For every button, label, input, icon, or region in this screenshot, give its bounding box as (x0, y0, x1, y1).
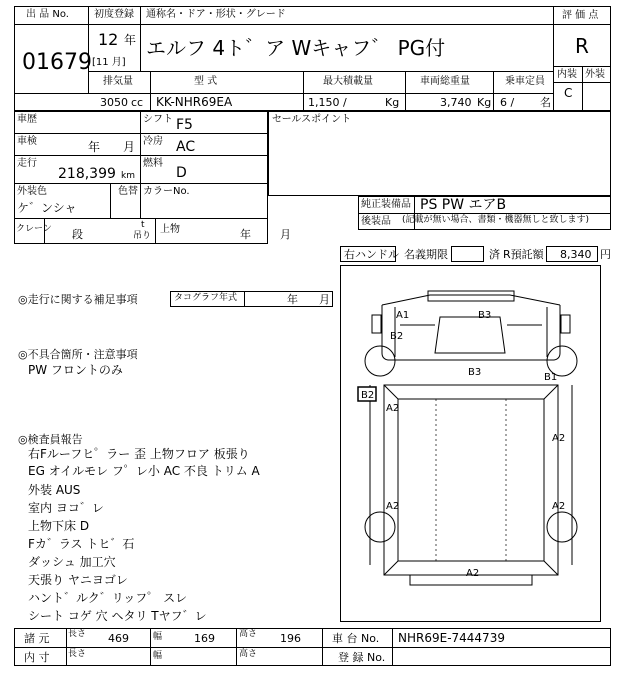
color-change-label: 色替 (118, 186, 138, 197)
ac-label: 冷房 (143, 136, 163, 147)
crane-ton: t (141, 220, 145, 230)
width-label-2: 幅 (153, 651, 163, 661)
shift-label: シフト (143, 114, 173, 125)
deck-label: 上物 (160, 224, 180, 235)
sales-point-label: セールスポイント (272, 114, 352, 125)
crane-label: クレーン (16, 224, 52, 234)
interior-label: 内装 (557, 69, 577, 80)
displacement: 3050 (100, 96, 128, 109)
tacho-month: 月 (319, 293, 330, 306)
length: 469 (108, 632, 129, 645)
capacity-label: 乗車定員 (505, 76, 545, 87)
recycle-amount: 8,340 (560, 248, 592, 261)
fuel-value: D (176, 165, 187, 181)
capacity-unit: 名 (540, 96, 551, 109)
deck-month: 月 (280, 228, 291, 241)
mark-a1: A1 (396, 310, 410, 321)
inspection-year: 年 (88, 140, 101, 154)
first-reg-label: 初度登録 (94, 9, 134, 20)
mark-a2-right-front: A2 (552, 433, 566, 444)
mileage-label: 走行 (17, 158, 37, 169)
model-name: エルフ 4ト゛ア Wキャフ゛ PG付 (146, 36, 446, 60)
length-label-2: 長さ (68, 649, 87, 659)
defect-title: ◎不具合箇所・注意事項 (18, 348, 138, 361)
displacement-unit: cc (131, 96, 144, 109)
model-code-label: 型 式 (194, 76, 218, 87)
reg-year: 12 (98, 30, 119, 49)
inspector-line: 右Fルーフヒ゜ラー 歪 上物フロア 板張り (28, 447, 250, 461)
displacement-label: 排気量 (103, 76, 133, 87)
color-value: ケ゛ンシャ (17, 201, 77, 215)
height: 196 (280, 632, 301, 645)
inspector-line: 外装 AUS (28, 483, 81, 497)
max-load-label: 最大積載量 (323, 76, 373, 87)
aftermarket-note: (記載が無い場合、書類・機器無しと致します) (402, 215, 590, 225)
aftermarket-label: 後装品 (361, 216, 391, 227)
gross-weight: 3,740 (440, 96, 472, 109)
height-label: 高さ (239, 629, 258, 639)
tacho-label: タコグラフ年式 (174, 293, 238, 303)
reg-year-unit: 年 (124, 33, 137, 47)
exterior-label: 外装 (585, 69, 605, 80)
inspector-line: ダッシュ 加工穴 (28, 555, 116, 569)
interior-grade: C (564, 86, 573, 100)
max-load-unit: Kg (385, 96, 400, 109)
mark-a2-left-front: A2 (386, 403, 400, 414)
inspector-line: ハント゛ルク゛リッフ゜ スレ (28, 591, 188, 605)
height-label-2: 高さ (239, 649, 258, 659)
lot-no-label: 出 品 No. (26, 9, 69, 20)
inspector-line: 上物下床 D (28, 519, 90, 533)
mileage-unit: km (121, 171, 135, 181)
inspector-line: EG オイルモレ フ゜レ小 AC 不良 トリム A (28, 464, 260, 478)
mark-b1: B1 (544, 372, 558, 383)
max-load: 1,150 / (308, 96, 347, 109)
crane-hang: 吊り (133, 231, 152, 241)
color-label: 外装色 (17, 186, 47, 197)
capacity: 6 / (500, 96, 515, 109)
name-change-label: 名義期限 (404, 248, 448, 261)
inspection-month: 月 (123, 140, 136, 154)
chassis-label: 車 台 No. (332, 632, 380, 645)
inspector-line: 天張り ヤニヨゴレ (28, 573, 128, 587)
mark-a2-left-rear: A2 (386, 501, 400, 512)
reg-month: [11 月] (92, 57, 126, 68)
width-label: 幅 (153, 632, 163, 642)
rating-value: R (575, 34, 589, 58)
length-label: 長さ (68, 629, 87, 639)
standard-equipment: PS PW エアB (420, 197, 507, 213)
ac-value: AC (176, 139, 196, 155)
inspector-line: シート コゲ 穴 ヘタリ Tヤフ゛レ (28, 609, 207, 623)
mileage-value: 218,399 (58, 166, 116, 182)
interior-dims-label: 内 寸 (24, 651, 50, 664)
name-change-box (451, 246, 484, 262)
rhd-label: 右ハンドル (344, 248, 399, 261)
deck-year: 年 (240, 228, 251, 241)
reg-no-label: 登 録 No. (338, 651, 386, 664)
chassis-no: NHR69E-7444739 (398, 631, 505, 645)
recycle-label: R預託額 (503, 248, 544, 261)
inspector-title: ◎検査員報告 (18, 433, 83, 446)
recycle-unit: 円 (600, 248, 611, 261)
gross-weight-label: 車両総重量 (420, 76, 470, 87)
mark-b2-cab: B2 (390, 331, 404, 342)
recycle-prefix: 済 (489, 248, 500, 261)
mark-a2-right-rear: A2 (552, 501, 566, 512)
mark-b2-side: B2 (361, 390, 375, 401)
dims-label: 諸 元 (24, 632, 50, 645)
truck-damage-diagram (340, 265, 602, 623)
inspector-line: 室内 ヨコ゛レ (28, 501, 104, 515)
rating-label: 評 価 点 (562, 10, 599, 21)
crane-stage: 段 (72, 228, 83, 241)
color-no-label: カラーNo. (143, 186, 190, 197)
driving-remarks-title: ◎走行に関する補足事項 (18, 293, 138, 306)
history-label: 車歴 (17, 114, 37, 125)
inspector-line: Fカ゛ラス トヒ゛石 (28, 537, 135, 551)
inspection-label: 車検 (17, 136, 37, 147)
lot-no: 01679 (22, 50, 92, 75)
mark-a2-tail: A2 (466, 568, 480, 579)
fuel-label: 燃料 (143, 158, 163, 169)
mark-b3-front: B3 (468, 367, 482, 378)
mark-b3-cab: B3 (478, 310, 492, 321)
gross-weight-unit: Kg (477, 96, 492, 109)
model-code: KK-NHR69EA (156, 95, 233, 109)
width: 169 (194, 632, 215, 645)
standard-equipment-label: 純正装備品 (361, 199, 411, 210)
tacho-year: 年 (287, 293, 298, 306)
model-name-label: 通称名・ドア・形状・グレード (146, 9, 286, 20)
shift-value: F5 (176, 117, 193, 133)
defect-line: PW フロントのみ (28, 363, 123, 377)
